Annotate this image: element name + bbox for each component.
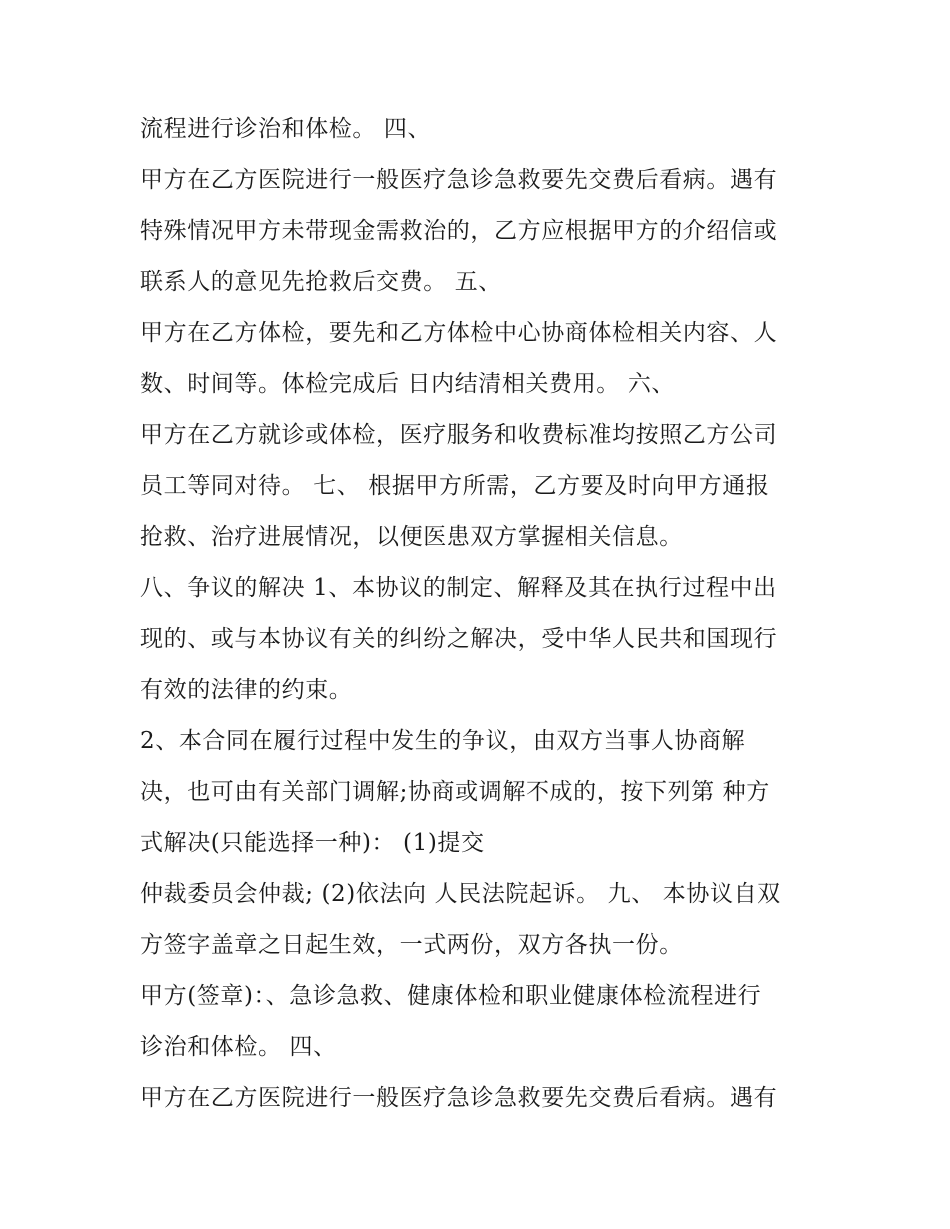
text-line: 甲方在乙方就诊或体检，医疗服务和收费标准均按照乙方公司 xyxy=(140,422,778,448)
text-line: 甲方在乙方医院进行一般医疗急诊急救要先交费后看病。遇有 xyxy=(140,167,778,193)
text-line: 特殊情况甲方未带现金需救治的，乙方应根据甲方的介绍信或 xyxy=(140,218,778,244)
text-line: 联系人的意见先抢救后交费。 五、 xyxy=(140,269,502,295)
text-line: 抢救、治疗进展情况，以便医患双方掌握相关信息。 xyxy=(140,524,683,550)
text-line: 流程进行诊治和体检。 四、 xyxy=(140,116,432,142)
text-line: 有效的法律的约束。 xyxy=(140,677,353,703)
document-body xyxy=(140,104,820,1124)
text-line: 2、本合同在履行过程中发生的争议，由双方当事人协商解 xyxy=(140,728,746,754)
text-line: 方签字盖章之日起生效，一式两份，双方各执一份。 xyxy=(140,932,683,958)
text-line: 数、时间等。体检完成后 日内结清相关费用。 六、 xyxy=(140,371,676,397)
text-line: 决，也可由有关部门调解;协商或调解不成的，按下列第 种方 xyxy=(140,779,770,805)
text-line: 仲裁委员会仲裁; (2)依法向 人民法院起诉。 九、 本协议自双 xyxy=(140,881,781,907)
text-line: 诊治和体检。 四、 xyxy=(140,1034,337,1060)
text-line: 甲方在乙方体检，要先和乙方体检中心协商体检相关内容、人 xyxy=(140,320,778,346)
text-line: 式解决(只能选择一种)： (1)提交 xyxy=(140,830,485,856)
text-line: 员工等同对待。 七、 根据甲方所需，乙方要及时向甲方通报 xyxy=(140,473,770,499)
text-line: 甲方(签章)：、急诊急救、健康体检和职业健康体检流程进行 xyxy=(140,983,762,1009)
text-line: 八、争议的解决 1、本协议的制定、解释及其在执行过程中出 xyxy=(140,575,777,601)
text-line: 现的、或与本协议有关的纠纷之解决，受中华人民共和国现行 xyxy=(140,626,778,652)
text-line: 甲方在乙方医院进行一般医疗急诊急救要先交费后看病。遇有 xyxy=(140,1085,778,1111)
